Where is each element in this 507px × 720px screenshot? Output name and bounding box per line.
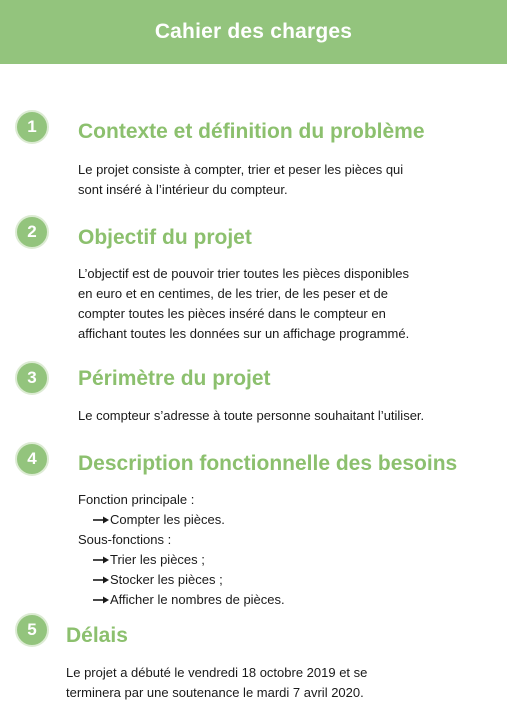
text-line: L’objectif est de pouvoir trier toutes les pièces disponibles (78, 266, 409, 281)
main-function-label: Fonction principale : (78, 492, 195, 507)
page-header (0, 0, 507, 64)
text-line: en euro et en centimes, de les trier, de les peser et de (78, 286, 389, 301)
section-text (78, 160, 403, 200)
list-item-text: Stocker les pièces ; (110, 572, 223, 587)
arrow-right-icon (92, 595, 110, 605)
section-title: Délais (66, 624, 128, 647)
arrow-right-icon (92, 575, 110, 585)
section-title: Contexte et définition du problème (78, 120, 425, 143)
section-number-badge: 3 (15, 361, 49, 395)
section-number-badge: 4 (15, 442, 49, 476)
list-item-text: Compter les pièces. (110, 512, 225, 527)
text-line: terminera par une soutenance le mardi 7 avril 2020. (66, 685, 364, 700)
list-item (78, 510, 285, 530)
text-line: Le projet a débuté le vendredi 18 octobre 2019 et se (66, 665, 368, 680)
section-text (66, 663, 367, 703)
arrow-right-icon (92, 555, 110, 565)
text-line: Le projet consiste à compter, trier et peser les pièces qui (78, 162, 404, 177)
text-line: Le compteur s’adresse à toute personne souhaitant l’utiliser. (78, 408, 425, 423)
section-text (78, 490, 285, 610)
arrow-right-icon (92, 515, 110, 525)
list-item (78, 590, 285, 610)
section-text (78, 406, 424, 426)
section-title: Objectif du projet (78, 226, 252, 249)
section-title: Description fonctionnelle des besoins (78, 452, 458, 475)
list-item (78, 550, 285, 570)
text-line: sont inséré à l’intérieur du compteur. (78, 182, 288, 197)
section-text (78, 264, 409, 344)
section-title: Périmètre du projet (78, 367, 271, 390)
page-title: Cahier des charges (154, 20, 353, 43)
sub-functions-label: Sous-fonctions : (78, 532, 172, 547)
text-line: affichant toutes les données sur un affichage programmé. (78, 326, 410, 341)
list-item-text: Afficher le nombres de pièces. (110, 592, 285, 607)
list-item-text: Trier les pièces ; (110, 552, 205, 567)
text-line: compter toutes les pièces inséré dans le compteur en (78, 306, 386, 321)
section-number-badge: 1 (15, 110, 49, 144)
section-number-badge: 2 (15, 215, 49, 249)
list-item (78, 570, 285, 590)
section-number-badge: 5 (15, 613, 49, 647)
